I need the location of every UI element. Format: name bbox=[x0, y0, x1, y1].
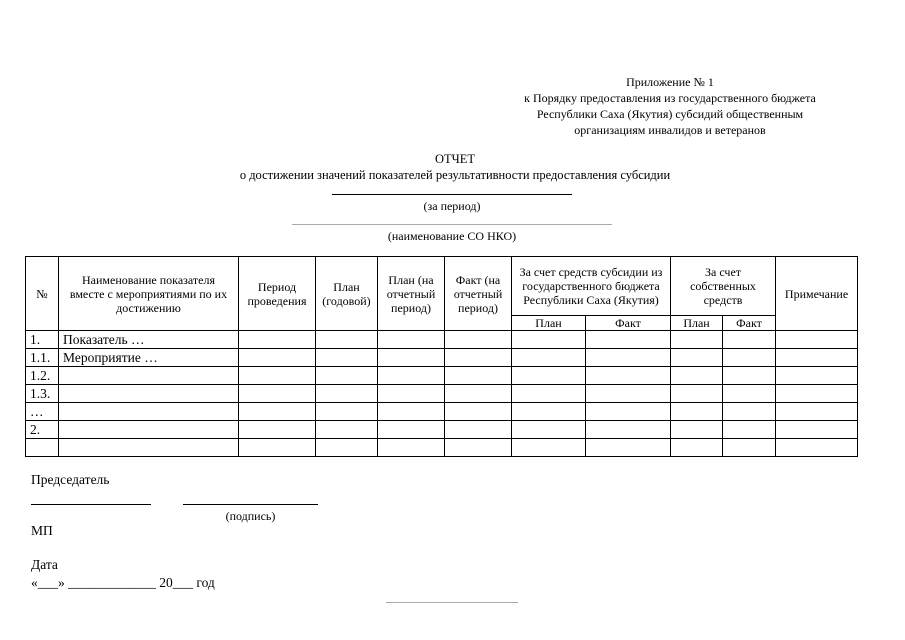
table-cell[interactable] bbox=[378, 349, 445, 367]
table-cell[interactable] bbox=[316, 349, 378, 367]
table-cell[interactable] bbox=[723, 421, 776, 439]
row-name-cell[interactable] bbox=[59, 367, 239, 385]
table-cell[interactable] bbox=[239, 421, 316, 439]
table-cell[interactable] bbox=[316, 421, 378, 439]
table-cell[interactable] bbox=[316, 385, 378, 403]
header-num: № bbox=[26, 257, 59, 331]
table-cell[interactable] bbox=[445, 367, 512, 385]
table-cell[interactable] bbox=[378, 421, 445, 439]
period-field-line[interactable] bbox=[332, 194, 572, 195]
appendix-line-2: к Порядку предоставления из государственного бюджета bbox=[524, 91, 816, 105]
table-cell[interactable] bbox=[445, 331, 512, 349]
table-row bbox=[26, 421, 858, 439]
table-row bbox=[26, 439, 858, 457]
table-cell[interactable] bbox=[776, 439, 858, 457]
row-name-cell[interactable] bbox=[59, 439, 239, 457]
table-cell[interactable] bbox=[671, 331, 723, 349]
appendix-line-1: Приложение № 1 bbox=[626, 75, 714, 89]
table-row bbox=[26, 385, 858, 403]
table-cell[interactable] bbox=[723, 385, 776, 403]
table-cell[interactable] bbox=[723, 403, 776, 421]
table-cell[interactable] bbox=[586, 439, 671, 457]
table-row bbox=[26, 367, 858, 385]
table-cell[interactable] bbox=[512, 385, 586, 403]
table-row bbox=[26, 331, 858, 349]
table-row bbox=[26, 349, 858, 367]
header-own: За счет собственных средств bbox=[671, 257, 776, 316]
header-name: Наименование показателя вместе с мероприятиями по их достижению bbox=[59, 257, 239, 331]
header-note: Примечание bbox=[776, 257, 858, 331]
report-title: ОТЧЕТ bbox=[434, 152, 476, 166]
table-cell[interactable] bbox=[512, 421, 586, 439]
table-cell[interactable] bbox=[776, 421, 858, 439]
table-cell[interactable] bbox=[378, 403, 445, 421]
table-cell[interactable] bbox=[378, 439, 445, 457]
table-cell[interactable] bbox=[776, 331, 858, 349]
table-cell[interactable] bbox=[512, 403, 586, 421]
appendix-block bbox=[480, 74, 860, 138]
row-number-cell[interactable]: 1.2. bbox=[26, 367, 59, 385]
table-cell[interactable] bbox=[586, 403, 671, 421]
appendix-line-3: Республики Саха (Якутия) субсидий общественным bbox=[536, 107, 804, 121]
footer-divider bbox=[386, 602, 518, 603]
date-label: Дата bbox=[31, 557, 58, 572]
table-cell[interactable] bbox=[723, 439, 776, 457]
header-period: Период проведения bbox=[239, 257, 316, 331]
header-subsidy: За счет средств субсидии из государственного бюджета Республики Саха (Якутия) bbox=[512, 257, 671, 316]
table-cell[interactable] bbox=[586, 421, 671, 439]
table-cell[interactable] bbox=[671, 385, 723, 403]
header-fact-report: Факт (на отчетный период) bbox=[445, 257, 512, 331]
table-cell[interactable] bbox=[512, 439, 586, 457]
row-number-cell[interactable]: 1.1. bbox=[26, 349, 59, 367]
signature-caption: (подпись) bbox=[225, 509, 276, 523]
chairman-signature-line[interactable] bbox=[183, 504, 318, 505]
table-cell[interactable] bbox=[671, 421, 723, 439]
row-name-cell[interactable] bbox=[59, 385, 239, 403]
row-number-cell[interactable]: … bbox=[26, 403, 59, 421]
header-plan-year: План (годовой) bbox=[316, 257, 378, 331]
table-cell[interactable] bbox=[239, 385, 316, 403]
header-own-plan: План bbox=[671, 316, 723, 331]
row-name-cell[interactable] bbox=[59, 403, 239, 421]
report-table bbox=[25, 256, 858, 457]
table-cell[interactable] bbox=[316, 403, 378, 421]
table-cell[interactable] bbox=[776, 367, 858, 385]
table-cell[interactable] bbox=[671, 403, 723, 421]
table-cell[interactable] bbox=[723, 331, 776, 349]
table-cell[interactable] bbox=[445, 439, 512, 457]
table-cell[interactable] bbox=[445, 349, 512, 367]
table-cell[interactable] bbox=[776, 349, 858, 367]
period-caption: (за период) bbox=[423, 199, 481, 213]
table-cell[interactable] bbox=[512, 367, 586, 385]
header-subsidy-fact: Факт bbox=[586, 316, 671, 331]
table-cell[interactable] bbox=[512, 349, 586, 367]
appendix-line-4: организациям инвалидов и ветеранов bbox=[574, 123, 766, 137]
table-cell[interactable] bbox=[316, 439, 378, 457]
table-cell[interactable] bbox=[671, 349, 723, 367]
table-cell[interactable] bbox=[586, 349, 671, 367]
table-cell[interactable] bbox=[239, 349, 316, 367]
table-cell[interactable] bbox=[316, 367, 378, 385]
org-field-line[interactable] bbox=[292, 224, 612, 225]
row-number-cell[interactable]: 2. bbox=[26, 421, 59, 439]
chairman-name-line[interactable] bbox=[31, 504, 151, 505]
table-cell[interactable] bbox=[723, 367, 776, 385]
header-plan-report: План (на отчетный период) bbox=[378, 257, 445, 331]
table-cell[interactable] bbox=[776, 403, 858, 421]
table-cell[interactable] bbox=[671, 439, 723, 457]
row-number-cell[interactable] bbox=[26, 439, 59, 457]
row-name-cell[interactable] bbox=[59, 421, 239, 439]
row-name-cell[interactable]: Показатель … bbox=[59, 331, 239, 349]
row-number-cell[interactable]: 1.3. bbox=[26, 385, 59, 403]
org-caption: (наименование СО НКО) bbox=[387, 229, 517, 243]
table-cell[interactable] bbox=[378, 331, 445, 349]
table-cell[interactable] bbox=[239, 403, 316, 421]
table-cell[interactable] bbox=[445, 385, 512, 403]
row-number-cell[interactable]: 1. bbox=[26, 331, 59, 349]
table-cell[interactable] bbox=[239, 367, 316, 385]
table-cell[interactable] bbox=[239, 331, 316, 349]
chairman-label: Председатель bbox=[31, 472, 110, 487]
table-cell[interactable] bbox=[378, 367, 445, 385]
table-cell[interactable] bbox=[378, 385, 445, 403]
table-cell[interactable] bbox=[445, 421, 512, 439]
table-row bbox=[26, 403, 858, 421]
table-cell[interactable] bbox=[723, 349, 776, 367]
stamp-label: МП bbox=[31, 523, 53, 538]
table-cell[interactable] bbox=[316, 331, 378, 349]
table-cell[interactable] bbox=[445, 403, 512, 421]
table-cell[interactable] bbox=[586, 331, 671, 349]
header-subsidy-plan: План bbox=[512, 316, 586, 331]
header-own-fact: Факт bbox=[723, 316, 776, 331]
table-cell[interactable] bbox=[586, 367, 671, 385]
table-cell[interactable] bbox=[512, 331, 586, 349]
table-cell[interactable] bbox=[239, 439, 316, 457]
table-cell[interactable] bbox=[776, 385, 858, 403]
table-cell[interactable] bbox=[671, 367, 723, 385]
row-name-cell[interactable]: Мероприятие … bbox=[59, 349, 239, 367]
date-line[interactable]: «___» _____________ 20___ год bbox=[31, 575, 215, 590]
table-cell[interactable] bbox=[586, 385, 671, 403]
report-subtitle: о достижении значений показателей результативности предоставления субсидии bbox=[239, 168, 671, 182]
